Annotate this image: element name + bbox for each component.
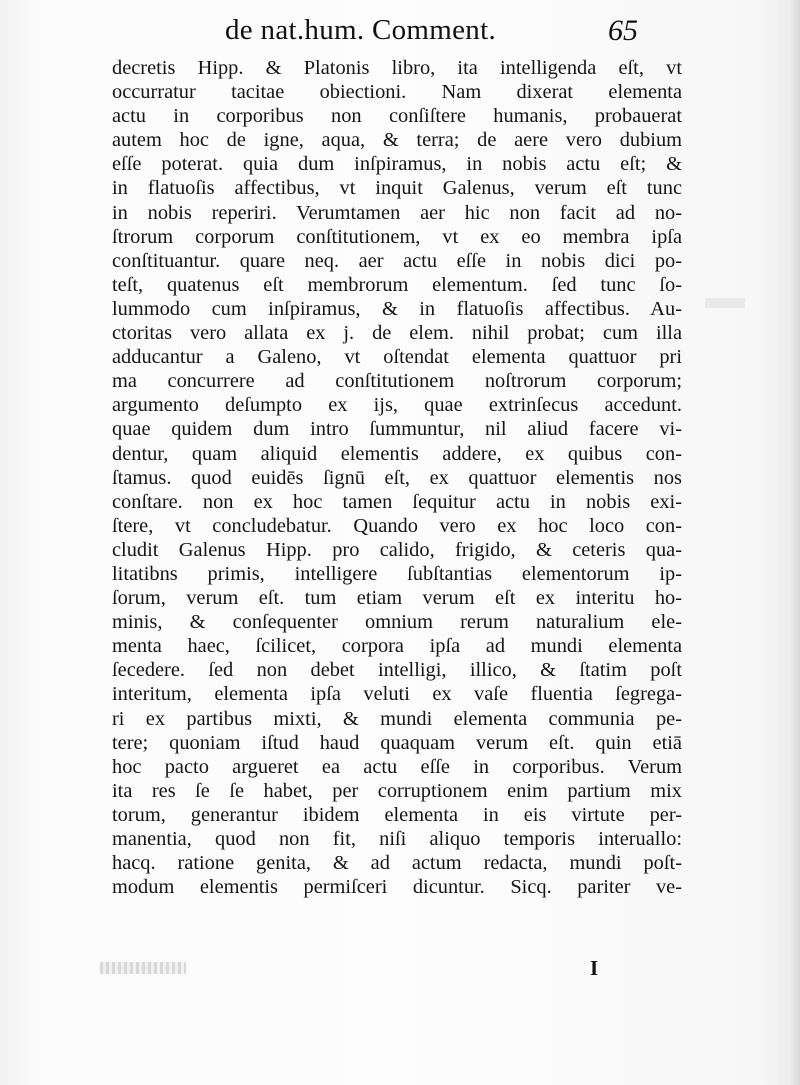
text-line: litatibns primis, intelligere ſubſtantias elementorum ip- — [112, 562, 682, 585]
text-line: ctoritas vero allata ex j. de elem. nihil probat; cum illa — [112, 322, 682, 345]
text-line: actu in corporibus non conſiſtere humanis, probauerat — [112, 105, 682, 128]
text-line: menta haec, ſcilicet, corpora ipſa ad mundi elementa — [112, 635, 682, 658]
text-line: conſtituantur. quare neq. aer actu eſſe in nobis dici po- — [112, 249, 682, 272]
text-line: quae quidem dum intro ſummuntur, nil aliud facere vi- — [112, 418, 682, 441]
text-line: conſtare. non ex hoc tamen ſequitur actu in nobis exi- — [112, 490, 682, 513]
text-line: hacq. ratione genita, & ad actum redacta, mundi poſt- — [112, 852, 682, 875]
text-line: ſtamus. quod euidēs ſignū eſt, ex quattuor elementis nos — [112, 466, 682, 489]
text-line: teſt, quatenus eſt membrorum elementum. ſed tunc ſo- — [112, 273, 682, 296]
text-line: cludit Galenus Hipp. pro calido, frigido, & ceteris qua- — [112, 538, 682, 561]
text-line: tere; quoniam iſtud haud quaquam verum eſt. quin etiā — [112, 731, 682, 754]
text-line: ſtere, vt concludebatur. Quando vero ex hoc loco con- — [112, 514, 682, 537]
text-line: decretis Hipp. & Platonis libro, ita intelligenda eſt, vt — [112, 57, 682, 79]
text-line: in nobis reperiri. Verumtamen aer hic non facit ad no- — [112, 201, 682, 224]
signature-mark: I — [590, 956, 599, 980]
page-edge-shadow — [790, 0, 800, 1085]
page-number: 65 — [608, 14, 638, 47]
text-line: interitum, elementa ipſa veluti ex vaſe fluentia ſegrega- — [112, 683, 682, 706]
ink-bleed-mark — [705, 298, 745, 308]
text-line: ſorum, verum eſt. tum etiam verum eſt ex interitu ho- — [112, 587, 682, 610]
text-line: dentur, quam aliquid elementis addere, ex quibus con- — [112, 442, 682, 465]
text-block — [112, 56, 682, 899]
text-line: minis, & conſequenter omnium rerum naturalium ele- — [112, 611, 682, 634]
text-line: manentia, quod non fit, niſi aliquo temporis interuallo: — [112, 828, 682, 850]
library-stamp-mark — [100, 962, 186, 974]
text-line: eſſe poterat. quia dum inſpiramus, in nobis actu eſt; & — [112, 153, 682, 176]
text-line: hoc pacto argueret ea actu eſſe in corporibus. Verum — [112, 755, 682, 778]
text-line: ſtrorum corporum conſtitutionem, vt ex eo membra ipſa — [112, 225, 682, 248]
text-line: argumento deſumpto ex ijs, quae extrinſecus accedunt. — [112, 394, 682, 417]
text-line: adducantur a Galeno, vt oſtendat elementa quattuor pri — [112, 346, 682, 369]
text-line: lummodo cum inſpiramus, & in flatuoſis affectibus. Au- — [112, 297, 682, 320]
text-line: modum elementis permiſceri dicuntur. Sicq. pariter ve- — [112, 876, 682, 899]
text-line: ri ex partibus mixti, & mundi elementa communia pe- — [112, 707, 682, 730]
text-line: in flatuoſis affectibus, vt inquit Galenus, verum eſt tunc — [112, 177, 682, 200]
text-line: occurratur tacitae obiectioni. Nam dixerat elementa — [112, 81, 682, 104]
running-head: de nat.hum. Comment. — [225, 14, 496, 46]
text-line: torum, generantur ibidem elementa in eis virtute per- — [112, 803, 682, 826]
text-line: ſecedere. ſed non debet intelligi, illico, & ſtatim poſt — [112, 659, 682, 682]
text-line: ita res ſe ſe habet, per corruptionem enim partium mix — [112, 779, 682, 802]
text-line: ma concurrere ad conſtitutionem noſtrorum corporum; — [112, 370, 682, 393]
text-line: autem hoc de igne, aqua, & terra; de aere vero dubium — [112, 129, 682, 152]
